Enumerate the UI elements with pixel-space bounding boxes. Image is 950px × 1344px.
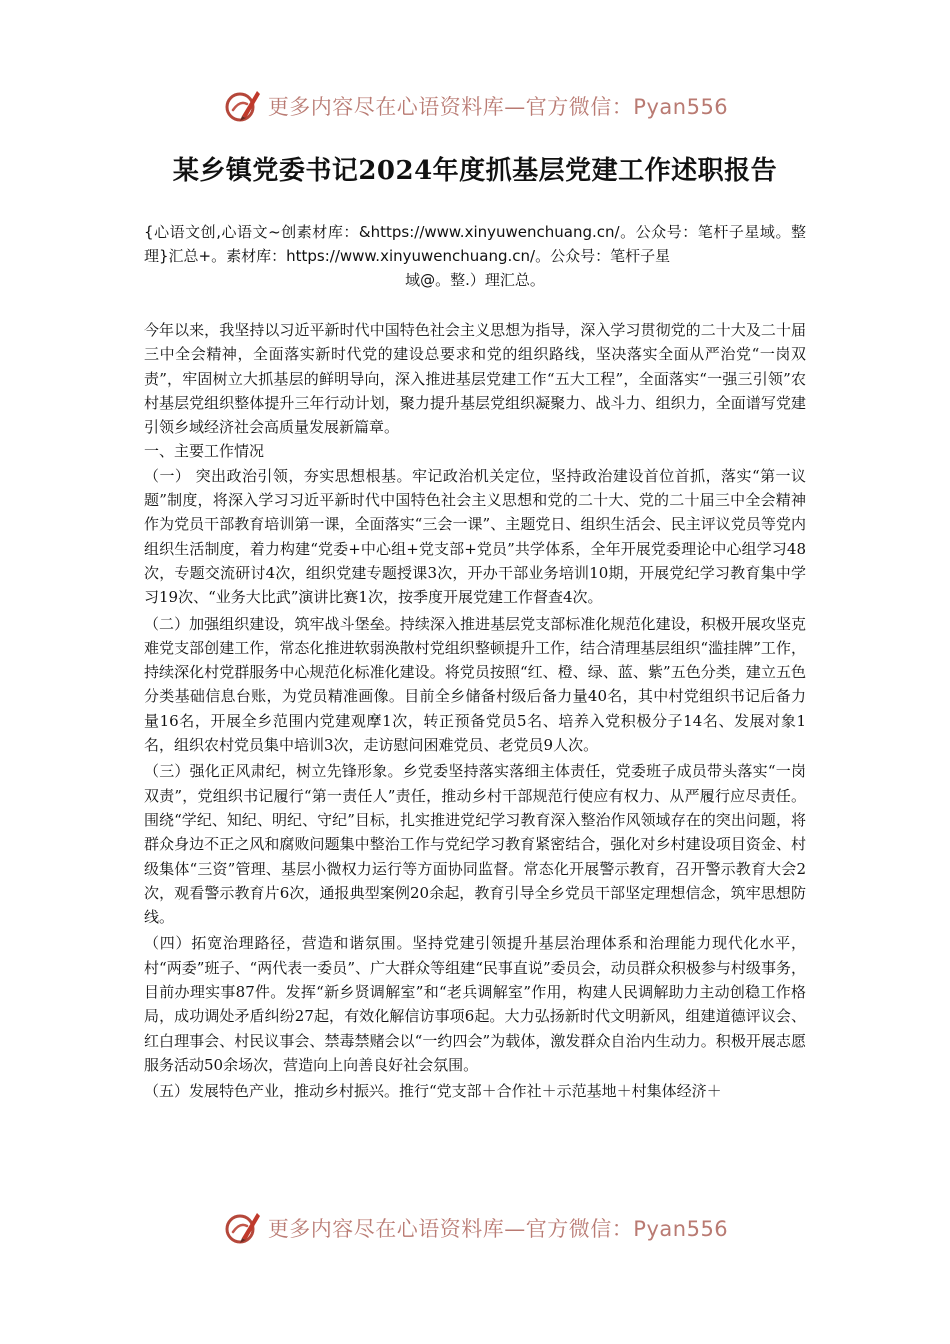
banner-text: 更多内容尽在心语资料库—官方微信：Pyan556 — [267, 95, 729, 119]
intro-paragraph: 今年以来，我坚持以习近平新时代中国特色社会主义思想为指导，深入学习贯彻党的二十大及二十届三中全会精神，全面落实新时代党的建设总要求和党的组织路线，坚决落实全面从严治党“一岗双责”，牢固树立大抓基层的鲜明导向，深入推进基层党建工作“五大工程”，全面落实“一强三引领”农村基层党组织整体提升三年行动计划，聚力提升基层党组织凝聚力、战斗力、组织力，全面谱写党建引领乡域经济社会高质量发展新篇章。 — [144, 321, 806, 437]
source-note-line1: {心语文创,心语文~创素材库：&https://www.xinyuwenchuang.cn/。公众号：笔杆子星域。整理}汇总+。素材库：https://www.xinyuwenchuang.cn/。公众号：笔杆子星 — [144, 223, 806, 265]
source-note — [144, 220, 806, 292]
document-title: 某乡镇党委书记2024年度抓基层党建工作述职报告 — [172, 156, 778, 186]
source-note-line2: 域@。整.）理汇总。 — [405, 271, 545, 289]
banner-text: 更多内容尽在心语资料库—官方微信：Pyan556 — [267, 1217, 729, 1241]
paragraph-5: （五）发展特色产业，推动乡村振兴。推行“党支部＋合作社＋示范基地＋村集体经济＋ — [144, 1082, 722, 1101]
document-body — [144, 318, 806, 1104]
red-pen-logo-icon — [222, 86, 262, 126]
paragraph-3: （三）强化正风肃纪，树立先锋形象。乡党委坚持落实落细主体责任，党委班子成员带头落实“一岗双责”，党组织书记履行“第一责任人”责任，推动乡村干部规范行使应有权力、从严履行应尽责任。围绕“学纪、知纪、明纪、守纪”目标，扎实推进党纪学习教育深入整治作风领域存在的突出问题，将群众身边不正之风和腐败问题集中整治工作与党纪学习教育紧密结合，强化对乡村建设项目资金、村级集体“三资”管理、基层小微权力运行等方面协同监督。常态化开展警示教育，召开警示教育大会2次，观看警示教育片6次，通报典型案例20余起，教育引导全乡党员干部坚定理想信念，筑牢思想防线。 — [144, 762, 806, 927]
paragraph-1: （一） 突出政治引领，夯实思想根基。牢记政治机关定位，坚持政治建设首位首抓，落实“第一议题”制度，将深入学习习近平新时代中国特色社会主义思想和党的二十大、党的二十届三中全会精神作为党员干部教育培训第一课，全面落实“三会一课”、主题党日、组织生活会、民主评议党员等党内组织生活制度，着力构建“党委+中心组+党支部+党员”共学体系，全年开展党委理论中心组学习48次，专题交流研讨4次，组织党建专题授课3次，开办干部业务培训10期，开展党纪学习教育集中学习19次、“业务大比武”演讲比赛1次，按季度开展党建工作督查4次。 — [144, 466, 806, 607]
footer-banner — [0, 1206, 950, 1250]
header-banner — [0, 84, 950, 128]
red-pen-logo-icon — [222, 1208, 262, 1248]
paragraph-4: （四）拓宽治理路径，营造和谐氛围。坚持党建引领提升基层治理体系和治理能力现代化水平，村“两委”班子、“两代表一委员”、广大群众等组建“民事直说”委员会，动员群众积极参与村级事务，目前办理实事87件。发挥“新乡贤调解室”和“老兵调解室”作用，构建人民调解助力主动创稳工作格局，成功调处矛盾纠纷27起，有效化解信访事项6起。大力弘扬新时代文明新风，组建道德评议会、红白理事会、村民议事会、禁毒禁赌会以“一约四会”为载体，激发群众自治内生动力。积极开展志愿服务活动50余场次，营造向上向善良好社会氛围。 — [144, 934, 806, 1074]
section-heading: 一、主要工作情况 — [144, 442, 265, 461]
paragraph-2: （二）加强组织建设，筑牢战斗堡垒。持续深入推进基层党支部标准化规范化建设，积极开展攻坚克难党支部创建工作，常态化推进软弱涣散村党组织整顿提升工作，结合清理基层组织“滥挂牌”工作，持续深化村党群服务中心规范化标准化建设。将党员按照“红、橙、绿、蓝、紫”五色分类，建立五色分类基础信息台账，为党员精准画像。目前全乡储备村级后备力量40名，其中村党组织书记后备力量16名，开展全乡范围内党建观摩1次，转正预备党员5名、培养入党积极分子14名、发展对象1名，组织农村党员集中培训3次，走访慰问困难党员、老党员9人次。 — [144, 614, 806, 755]
